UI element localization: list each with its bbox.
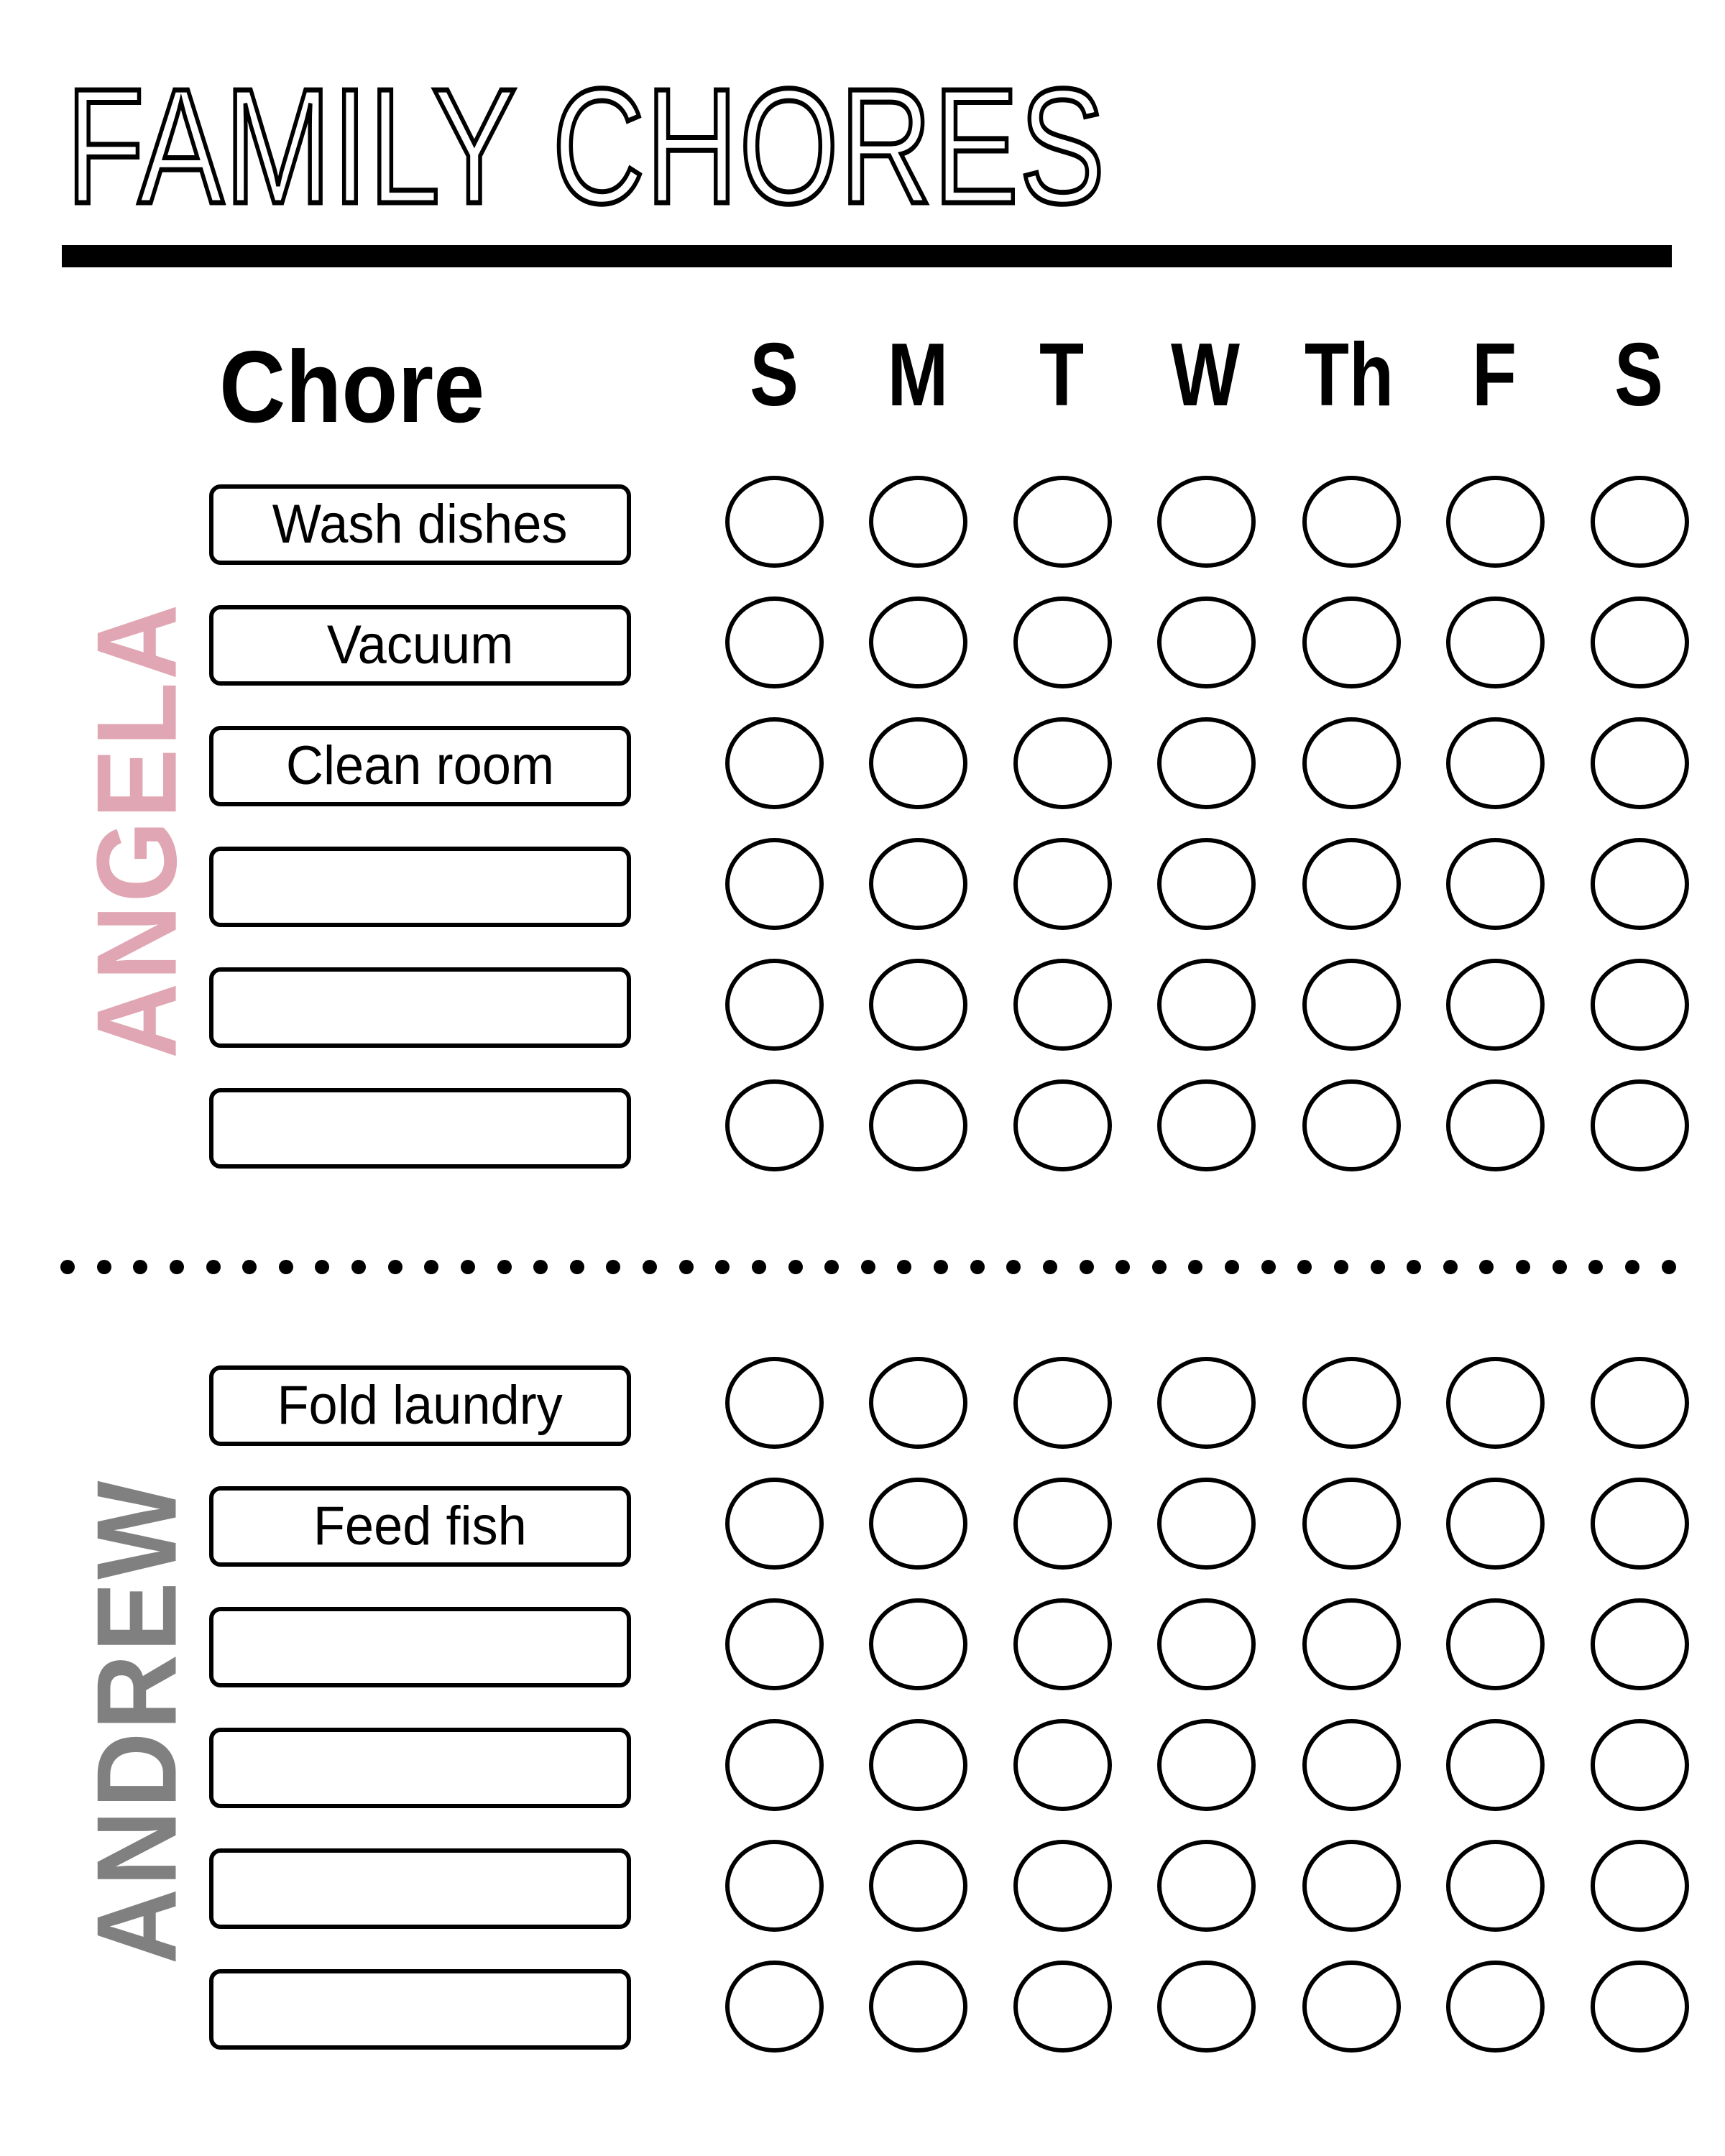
day-header-monday: M <box>887 326 949 425</box>
divider-dot <box>970 1260 985 1274</box>
divider-dot <box>388 1260 402 1274</box>
divider-dot <box>133 1260 147 1274</box>
check-circle-wednesday[interactable] <box>1157 476 1256 568</box>
check-circle-saturday[interactable] <box>1591 959 1689 1051</box>
check-circle-sunday[interactable] <box>725 1961 824 2053</box>
check-circle-friday[interactable] <box>1446 1719 1545 1811</box>
divider-dot <box>643 1260 657 1274</box>
check-circle-wednesday[interactable] <box>1157 1357 1256 1449</box>
check-circle-thursday[interactable] <box>1302 959 1401 1051</box>
divider-dot <box>60 1260 75 1274</box>
divider-dot <box>424 1260 438 1274</box>
check-circle-wednesday[interactable] <box>1157 1079 1256 1171</box>
day-header-wednesday: W <box>1171 326 1240 425</box>
check-circle-tuesday[interactable] <box>1013 1478 1112 1570</box>
check-circle-sunday[interactable] <box>725 1478 824 1570</box>
check-circle-thursday[interactable] <box>1302 1478 1401 1570</box>
chore-field[interactable] <box>209 605 631 686</box>
check-circle-sunday[interactable] <box>725 1719 824 1811</box>
check-circle-wednesday[interactable] <box>1157 838 1256 930</box>
divider-dot <box>1407 1260 1421 1274</box>
check-circle-monday[interactable] <box>869 1840 967 1932</box>
divider-dot <box>1152 1260 1167 1274</box>
check-circle-tuesday[interactable] <box>1013 959 1112 1051</box>
divider-dot <box>1297 1260 1312 1274</box>
divider-dot <box>861 1260 875 1274</box>
check-circle-friday[interactable] <box>1446 838 1545 930</box>
check-circle-friday[interactable] <box>1446 1357 1545 1449</box>
divider-dot <box>788 1260 803 1274</box>
divider-dot <box>1006 1260 1021 1274</box>
check-circle-thursday[interactable] <box>1302 717 1401 809</box>
chore-field[interactable] <box>209 1969 631 2050</box>
check-circle-sunday[interactable] <box>725 1598 824 1690</box>
check-circle-wednesday[interactable] <box>1157 717 1256 809</box>
check-circle-friday[interactable] <box>1446 1961 1545 2053</box>
check-circle-friday[interactable] <box>1446 1478 1545 1570</box>
check-circle-saturday[interactable] <box>1591 1357 1689 1449</box>
divider-dot <box>1552 1260 1567 1274</box>
check-circle-saturday[interactable] <box>1591 1598 1689 1690</box>
divider-dot <box>206 1260 221 1274</box>
divider-dot <box>715 1260 730 1274</box>
divider-dot <box>1261 1260 1276 1274</box>
chore-field[interactable] <box>209 1486 631 1567</box>
chore-field[interactable] <box>209 1728 631 1808</box>
check-circle-saturday[interactable] <box>1591 1079 1689 1171</box>
chore-field[interactable] <box>209 847 631 927</box>
chore-label: Feed fish <box>313 1496 527 1557</box>
check-circle-saturday[interactable] <box>1591 838 1689 930</box>
check-circle-monday[interactable] <box>869 1357 967 1449</box>
divider-dot <box>1225 1260 1239 1274</box>
check-circle-thursday[interactable] <box>1302 1598 1401 1690</box>
day-header-sunday: S <box>750 326 799 425</box>
check-circle-saturday[interactable] <box>1591 1840 1689 1932</box>
check-circle-wednesday[interactable] <box>1157 1478 1256 1570</box>
chore-field[interactable] <box>209 1365 631 1446</box>
divider-dot <box>679 1260 694 1274</box>
chore-column-header: Chore <box>219 330 485 444</box>
divider-dot <box>97 1260 111 1274</box>
divider-dot <box>533 1260 548 1274</box>
check-circle-sunday[interactable] <box>725 1357 824 1449</box>
chore-label: Vacuum <box>326 614 514 676</box>
check-circle-friday[interactable] <box>1446 1840 1545 1932</box>
divider-dot <box>1116 1260 1130 1274</box>
check-circle-wednesday[interactable] <box>1157 1719 1256 1811</box>
divider-dot <box>1371 1260 1385 1274</box>
check-circle-saturday[interactable] <box>1591 717 1689 809</box>
check-circle-sunday[interactable] <box>725 959 824 1051</box>
check-circle-wednesday[interactable] <box>1157 1961 1256 2053</box>
divider-dot <box>1479 1260 1494 1274</box>
check-circle-tuesday[interactable] <box>1013 1357 1112 1449</box>
check-circle-thursday[interactable] <box>1302 1719 1401 1811</box>
divider-dot <box>315 1260 329 1274</box>
check-circle-tuesday[interactable] <box>1013 1961 1112 2053</box>
check-circle-thursday[interactable] <box>1302 476 1401 568</box>
check-circle-tuesday[interactable] <box>1013 1079 1112 1171</box>
divider-dot <box>1334 1260 1348 1274</box>
check-circle-wednesday[interactable] <box>1157 1598 1256 1690</box>
chore-label: Fold laundry <box>277 1375 564 1436</box>
check-circle-monday[interactable] <box>869 959 967 1051</box>
chore-field[interactable] <box>209 1088 631 1169</box>
check-circle-tuesday[interactable] <box>1013 1719 1112 1811</box>
check-circle-monday[interactable] <box>869 1598 967 1690</box>
check-circle-sunday[interactable] <box>725 476 824 568</box>
check-circle-thursday[interactable] <box>1302 1840 1401 1932</box>
divider-dot <box>824 1260 839 1274</box>
divider-dot <box>461 1260 475 1274</box>
check-circle-tuesday[interactable] <box>1013 476 1112 568</box>
chore-label: Wash dishes <box>272 494 568 555</box>
check-circle-saturday[interactable] <box>1591 476 1689 568</box>
check-circle-thursday[interactable] <box>1302 1357 1401 1449</box>
divider-dot <box>1188 1260 1202 1274</box>
check-circle-friday[interactable] <box>1446 959 1545 1051</box>
check-circle-saturday[interactable] <box>1591 596 1689 688</box>
divider-dot <box>570 1260 584 1274</box>
divider-dot <box>242 1260 257 1274</box>
check-circle-thursday[interactable] <box>1302 1961 1401 2053</box>
divider-dot <box>1080 1260 1094 1274</box>
dotted-divider <box>60 1259 1676 1275</box>
check-circle-friday[interactable] <box>1446 1598 1545 1690</box>
check-circle-tuesday[interactable] <box>1013 838 1112 930</box>
chore-field[interactable] <box>209 484 631 565</box>
chore-field[interactable] <box>209 1848 631 1929</box>
divider-dot <box>606 1260 620 1274</box>
check-circle-wednesday[interactable] <box>1157 596 1256 688</box>
check-circle-monday[interactable] <box>869 476 967 568</box>
chore-label: Clean room <box>285 735 555 796</box>
check-circle-tuesday[interactable] <box>1013 717 1112 809</box>
check-circle-sunday[interactable] <box>725 596 824 688</box>
divider-dot <box>279 1260 293 1274</box>
divider-dot <box>1588 1260 1603 1274</box>
person-name-andrew: ANDREW <box>73 1478 200 1965</box>
check-circle-friday[interactable] <box>1446 1079 1545 1171</box>
check-circle-friday[interactable] <box>1446 476 1545 568</box>
check-circle-thursday[interactable] <box>1302 596 1401 688</box>
check-circle-thursday[interactable] <box>1302 838 1401 930</box>
check-circle-friday[interactable] <box>1446 596 1545 688</box>
check-circle-monday[interactable] <box>869 717 967 809</box>
check-circle-monday[interactable] <box>869 838 967 930</box>
divider-dot <box>1043 1260 1057 1274</box>
person-name-angela: ANGELA <box>73 602 201 1059</box>
check-circle-monday[interactable] <box>869 596 967 688</box>
divider-dot <box>897 1260 911 1274</box>
check-circle-wednesday[interactable] <box>1157 959 1256 1051</box>
day-header-saturday: S <box>1614 326 1663 425</box>
check-circle-monday[interactable] <box>869 1961 967 2053</box>
divider-dot <box>1625 1260 1639 1274</box>
check-circle-saturday[interactable] <box>1591 1961 1689 2053</box>
day-header-thursday: Th <box>1304 326 1394 425</box>
divider-dot <box>1443 1260 1458 1274</box>
check-circle-monday[interactable] <box>869 1478 967 1570</box>
chore-field[interactable] <box>209 726 631 806</box>
divider-dot <box>351 1260 366 1274</box>
check-circle-sunday[interactable] <box>725 717 824 809</box>
day-header-tuesday: T <box>1039 326 1085 425</box>
check-circle-sunday[interactable] <box>725 838 824 930</box>
check-circle-monday[interactable] <box>869 1079 967 1171</box>
check-circle-thursday[interactable] <box>1302 1079 1401 1171</box>
chore-field[interactable] <box>209 1607 631 1687</box>
check-circle-tuesday[interactable] <box>1013 1840 1112 1932</box>
check-circle-tuesday[interactable] <box>1013 596 1112 688</box>
divider-dot <box>1662 1260 1676 1274</box>
check-circle-monday[interactable] <box>869 1719 967 1811</box>
divider-dot <box>497 1260 512 1274</box>
check-circle-sunday[interactable] <box>725 1840 824 1932</box>
day-header-friday: F <box>1471 326 1517 425</box>
divider-dot <box>934 1260 948 1274</box>
check-circle-tuesday[interactable] <box>1013 1598 1112 1690</box>
check-circle-saturday[interactable] <box>1591 1478 1689 1570</box>
check-circle-saturday[interactable] <box>1591 1719 1689 1811</box>
page-title: FAMILY CHORES <box>66 55 1106 238</box>
check-circle-wednesday[interactable] <box>1157 1840 1256 1932</box>
divider-dot <box>170 1260 184 1274</box>
chore-field[interactable] <box>209 967 631 1048</box>
divider-dot <box>752 1260 766 1274</box>
check-circle-friday[interactable] <box>1446 717 1545 809</box>
divider-dot <box>1516 1260 1530 1274</box>
check-circle-sunday[interactable] <box>725 1079 824 1171</box>
title-underline <box>62 245 1672 267</box>
